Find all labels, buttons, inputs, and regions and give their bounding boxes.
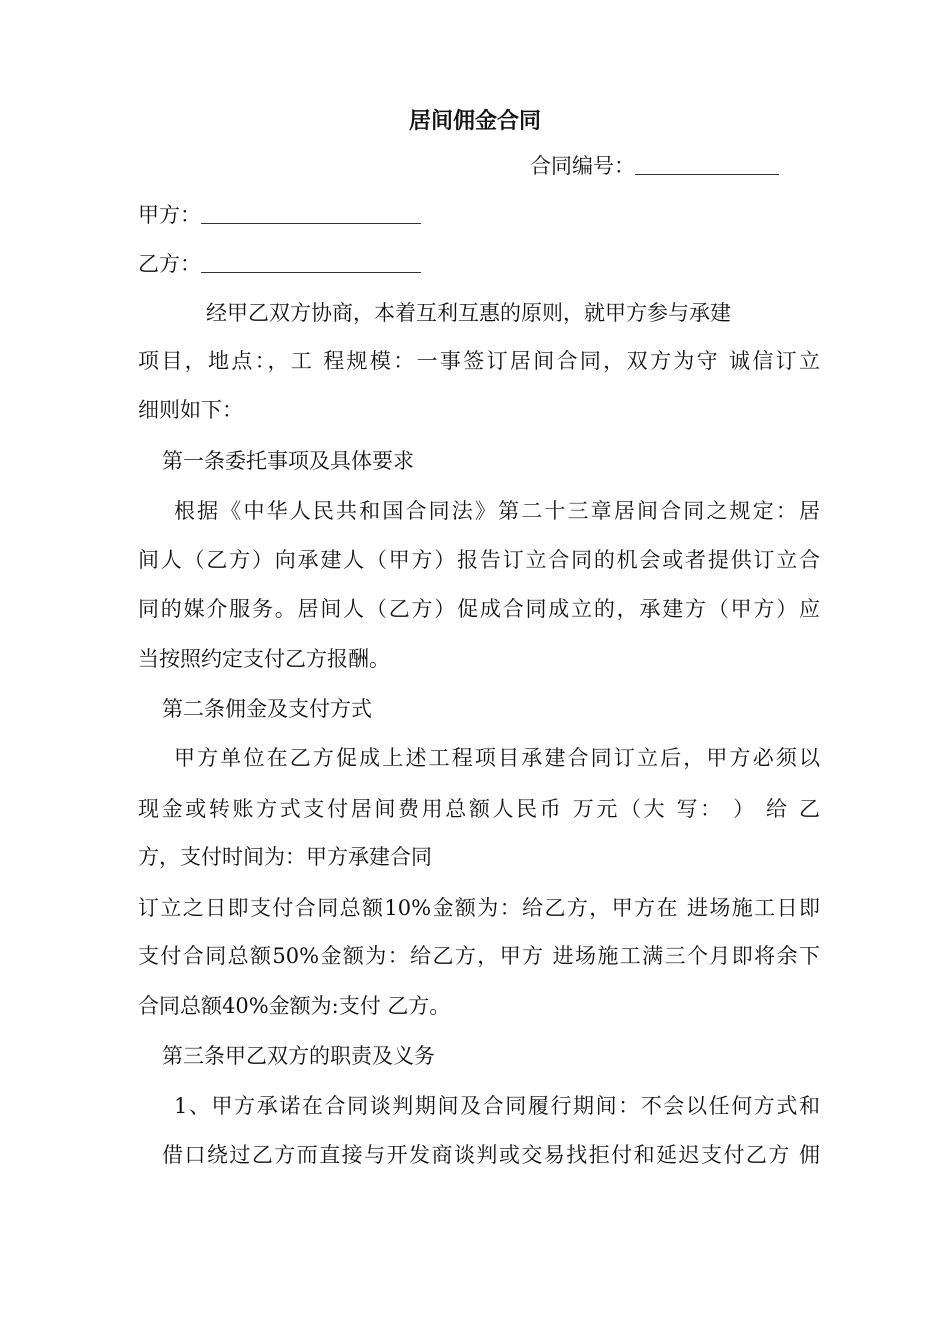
document-title: 居间佣金合同 [408,108,541,134]
body-line: 合同总额40%金额为:支付 乙方。 [138,994,451,1018]
body-line: 项目，地点：，工 程规模：一事签订居间合同，双方为守 诚信订立 [138,349,820,373]
body-line: 甲方单位在乙方促成上述工程项目承建合同订立后，甲方必须以 [174,746,820,770]
body-line: 1、甲方承诺在合同谈判期间及合同履行期间：不会以任何方式和 [174,1094,820,1118]
body-line: 现金或转账方式支付居间费用总额人民币 万元（大 写： ） 给 乙 [138,797,820,821]
section-heading: 第三条甲乙双方的职责及义务 [162,1044,435,1068]
body-line: 细则如下： [138,398,243,422]
party-a-row [138,201,820,229]
body-line: 当按照约定支付乙方报酬。 [138,647,390,671]
body-line: 同的媒介服务。居间人（乙方）促成合同成立的，承建方（甲方）应 [138,597,820,621]
body-line: 间人（乙方）向承建人（甲方）报告订立合同的机会或者提供订立合 [138,548,820,572]
party-b-label: 乙方： [138,252,201,276]
contract-number-label: 合同编号： [530,154,635,178]
party-b-blank[interactable] [201,252,421,273]
party-b-row [138,250,820,278]
section-heading: 第一条委托事项及具体要求 [162,449,414,473]
contract-number-row [530,152,790,180]
body-line: 借口绕过乙方而直接与开发商谈判或交易找拒付和延迟支付乙方 佣 [162,1143,820,1167]
body-line: 经甲乙双方协商，本着互利互惠的原则，就甲方参与承建 [206,301,731,325]
party-a-blank[interactable] [201,203,421,224]
body-line: 根据《中华人民共和国合同法》第二十三章居间合同之规定：居 [174,499,820,523]
party-a-label: 甲方： [138,203,201,227]
body-line: 订立之日即支付合同总额10%金额为：给乙方，甲方在 进场施工日即 [138,896,820,920]
contract-number-blank[interactable] [635,154,779,175]
body-line: 支付合同总额50%金额为：给乙方，甲方 进场施工满三个月即将余下 [138,944,820,968]
section-heading: 第二条佣金及支付方式 [162,697,372,721]
body-line: 方，支付时间为：甲方承建合同 [138,845,432,869]
